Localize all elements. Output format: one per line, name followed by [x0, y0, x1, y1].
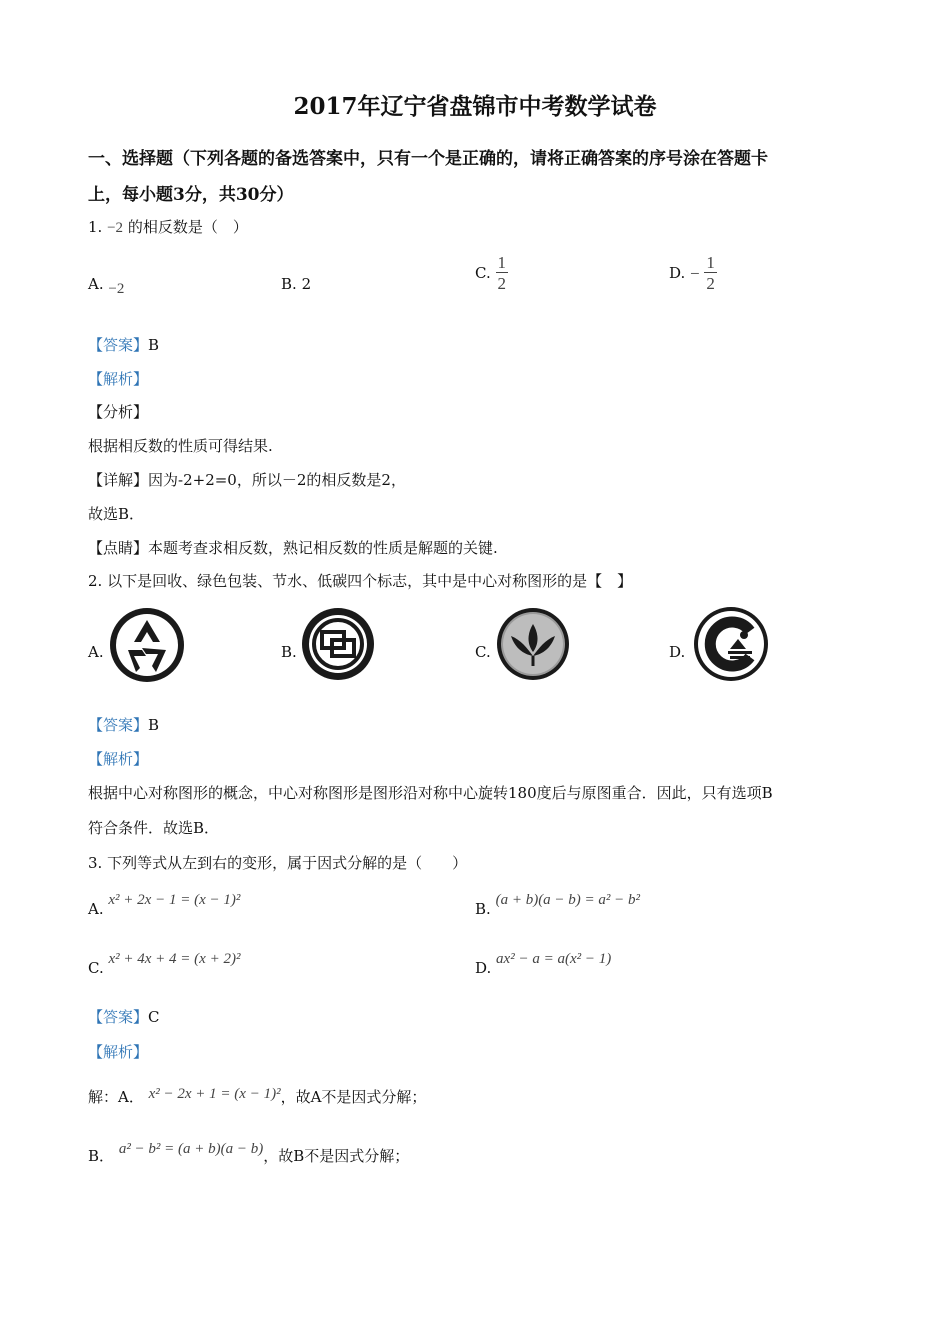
q1-option-c: C. $\frac{1}{2}$ [475, 253, 506, 293]
q2-option-a-label: A. [88, 643, 104, 661]
q3-option-b: B. (a + b)(a − b) = a² − b² [475, 892, 641, 918]
q3-solution-b: B． a² − b² = (a + b)(a − b)，故B不是因式分解； [88, 1141, 410, 1165]
q1-analysis-tag: 【解析】 [88, 370, 149, 388]
recycle-icon [108, 606, 186, 684]
q2-answer: 【答案】B [88, 716, 160, 734]
q1-stem: 1. −2 的相反数是（ ） [88, 218, 248, 236]
q3-option-d: D. ax² − a = a(x² − 1) [475, 951, 612, 977]
low-carbon-icon [692, 605, 770, 683]
q3-stem: 3. 下列等式从左到右的变形，属于因式分解的是（ ） [88, 854, 468, 872]
q3-solution-a: 解：A． x² − 2x + 1 = (x − 1)²，故A不是因式分解； [88, 1086, 427, 1106]
q1-detail: 【详解】因为-2+2=0，所以－2的相反数是2， [88, 471, 406, 489]
q3-option-a: A. x² + 2x − 1 = (x − 1)² [88, 892, 241, 918]
q3-analysis-tag: 【解析】 [88, 1043, 149, 1061]
q1-option-d: D. − $\frac{1}{2}$ [669, 253, 715, 293]
q1-option-a: A. −2 [88, 275, 125, 297]
fraction: $\frac{1}{2}$ [497, 253, 506, 293]
section-header-line2: 上，每小题3分，共30分） [88, 185, 294, 205]
water-saving-icon [495, 606, 571, 682]
q1-option-b: B. 2 [281, 275, 312, 293]
q2-analysis-line1: 根据中心对称图形的概念，中心对称图形是图形沿对称中心旋转180度后与原图重合．因此，只有选项B [88, 784, 773, 802]
fraction: $\frac{1}{2}$ [706, 253, 715, 293]
q3-option-c: C. x² + 4x + 4 = (x + 2)² [88, 951, 241, 977]
page-title: 2017年辽宁省盘锦市中考数学试卷 [293, 93, 657, 120]
q1-fenxi: 根据相反数的性质可得结果. [88, 437, 273, 455]
q2-analysis-tag: 【解析】 [88, 750, 149, 768]
green-package-icon [300, 606, 376, 682]
q2-analysis-line2: 符合条件．故选B． [88, 819, 220, 837]
q1-fenxi-tag: 【分析】 [88, 403, 149, 421]
q1-conclusion: 故选B． [88, 505, 145, 523]
section-header-line1: 一、选择题（下列各题的备选答案中，只有一个是正确的，请将正确答案的序号涂在答题卡 [88, 149, 768, 169]
q2-option-d-label: D. [669, 643, 686, 661]
q1-answer: 【答案】B [88, 336, 160, 354]
q2-option-b-label: B. [281, 643, 297, 661]
q3-answer: 【答案】C [88, 1008, 160, 1026]
q1-dianjing: 【点睛】本题考查求相反数，熟记相反数的性质是解题的关键. [88, 539, 498, 557]
q2-stem: 2. 以下是回收、绿色包装、节水、低碳四个标志，其中是中心对称图形的是【 】 [88, 572, 633, 590]
q2-option-c-label: C. [475, 643, 491, 661]
